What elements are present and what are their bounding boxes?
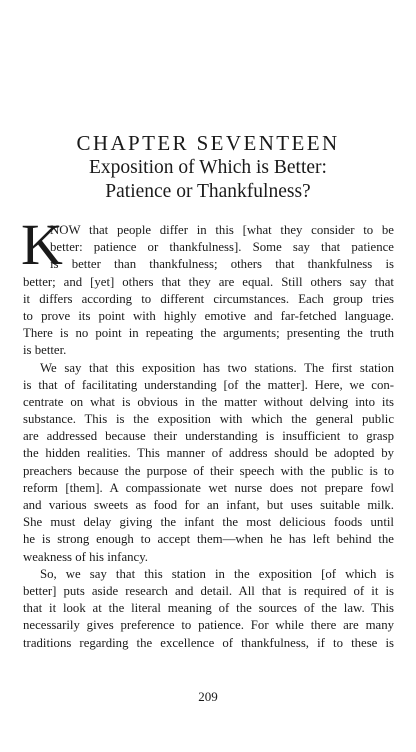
text-line: to prove its point with highly emotive and far-fetched language. bbox=[23, 308, 394, 323]
chapter-title-line-2: Patience or Thankfulness? bbox=[105, 181, 311, 202]
text-line: weakness of his infancy. bbox=[23, 549, 148, 564]
chapter-title bbox=[0, 156, 416, 204]
text-line: better; and [yet] others that they are equal. Still others say that bbox=[23, 274, 394, 289]
text-line: She must delay giving the infant the most delicious foods until bbox=[23, 515, 394, 530]
chapter-title-line-1: Exposition of Which is Better: bbox=[89, 157, 327, 178]
text-line: that it look at the literal meaning of the sources of the law. This bbox=[23, 601, 394, 616]
drop-cap: K bbox=[21, 212, 63, 277]
text-line: There is no point in repeating the arguments; presenting the truth bbox=[23, 326, 394, 341]
text-line: centrate on what is obvious in the matter without delving into its bbox=[23, 394, 394, 409]
text-line: substance. This is the exposition with which the general public bbox=[23, 412, 394, 427]
text-line: is better. bbox=[23, 343, 67, 358]
text-line: and various sweets as food for an infant, but uses suitable milk. bbox=[23, 498, 394, 512]
text-line: necessarily gives preference to patience. For while there are many bbox=[23, 618, 394, 633]
chapter-label: CHAPTER SEVENTEEN bbox=[76, 131, 340, 155]
text-line: is better than thankfulness; others that thankfulness is bbox=[50, 257, 394, 272]
text-line: So, we say that this station in the exposition [of which is bbox=[40, 566, 394, 581]
text-line: better] puts aside research and detail. All that is required of it is bbox=[23, 583, 394, 598]
page-number: 209 bbox=[198, 689, 218, 704]
text-line: are addressed because their understanding is insufficient to grasp bbox=[23, 429, 394, 444]
text-line: better: patience or thankfulness]. Some say that patience bbox=[50, 240, 394, 255]
text-line: NOW that people differ in this [what they consider to be bbox=[50, 223, 394, 237]
text-line: We say that this exposition has two stations. The first station bbox=[40, 360, 394, 375]
text-line: it differs according to different circumstances. Each group tries bbox=[23, 291, 394, 306]
text-line: preachers because the purpose of their speech with the public is to bbox=[23, 463, 394, 478]
text-line: he is strong enough to accept them—when he has left behind the bbox=[23, 532, 394, 547]
text-line: is that of facilitating understanding [of the matter]. Here, we con- bbox=[23, 377, 394, 392]
text-line: the hidden realities. This manner of address should be adopted by bbox=[23, 446, 394, 461]
text-line: reform [them]. A compassionate wet nurse does not prepare fowl bbox=[23, 480, 394, 495]
body-text bbox=[21, 212, 394, 652]
text-line: traditions regarding the excellence of thankfulness, if to these is bbox=[23, 635, 394, 650]
